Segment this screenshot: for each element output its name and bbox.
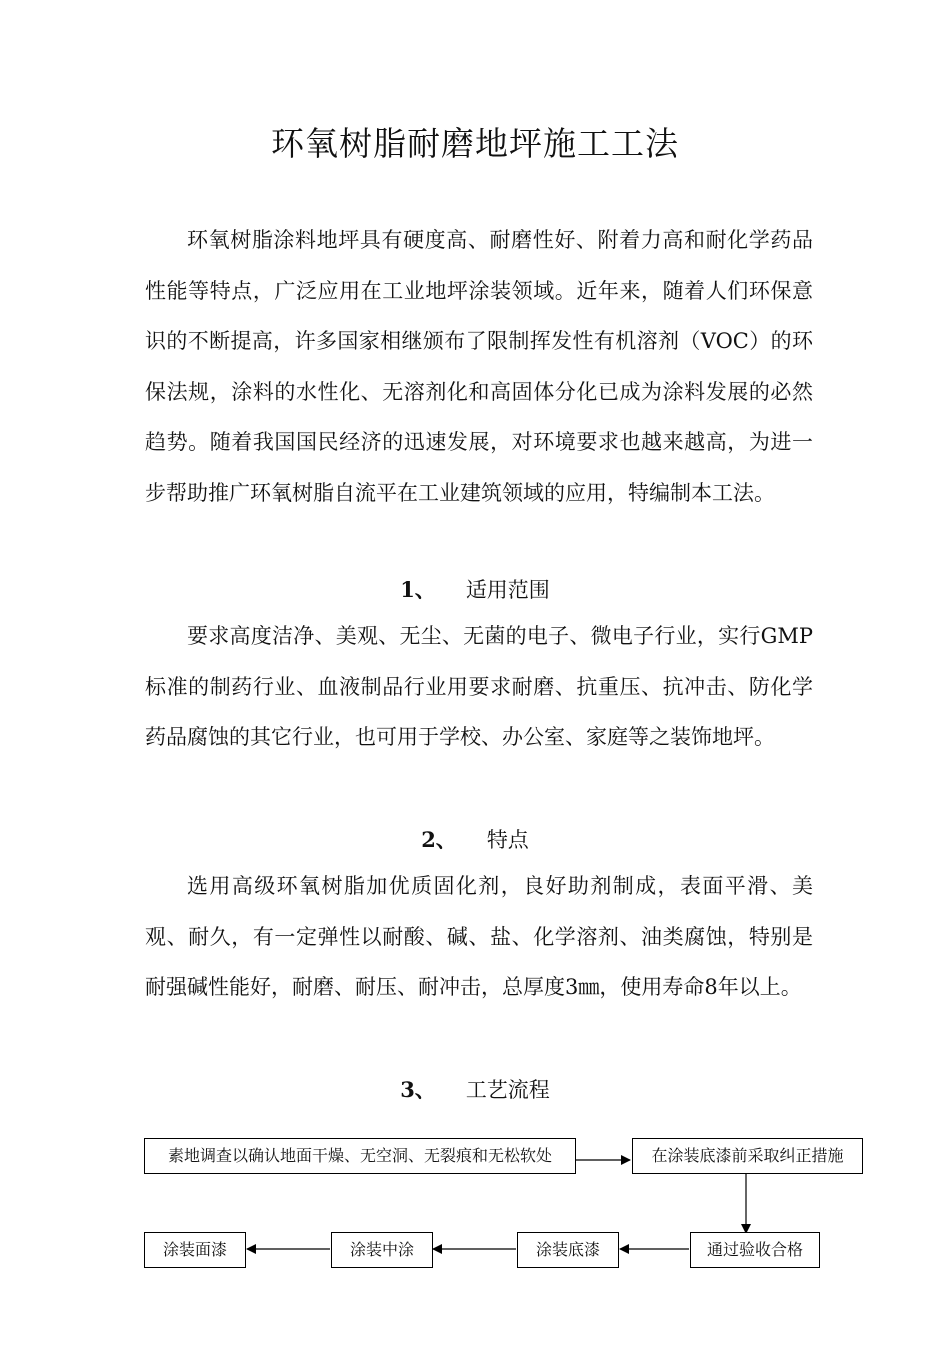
- section-title: 工艺流程: [465, 1078, 550, 1102]
- flow-step-site-survey: 素地调查以确认地面干燥、无空洞、无裂痕和无松软处: [144, 1138, 576, 1174]
- scope-paragraph: 要求高度洁净、美观、无尘、无菌的电子、微电子行业，实行GMP标准的制药行业、血液制品行业用要求耐磨、抗重压、抗冲击、防化学药品腐蚀的其它行业，也可用于学校、办公室、家庭等之装饰地坪。: [145, 624, 813, 749]
- section-title: 特点: [486, 828, 529, 852]
- intro-paragraph: 环氧树脂涂料地坪具有硬度高、耐磨性好、附着力高和耐化学药品性能等特点，广泛应用在工业地坪涂装领域。近年来，随着人们环保意识的不断提高，许多国家相继颁布了限制挥发性有机溶剂（VOC）的环保法规，涂料的水性化、无溶剂化和高固体分化已成为涂料发展的必然趋势。随着我国国民经济的迅速发展，对环境要求也越来越高，为进一步帮助推广环氧树脂自流平在工业建筑领域的应用，特编制本工法。: [145, 228, 813, 505]
- section-title: 适用范围: [465, 578, 550, 602]
- section-number: 2、: [421, 827, 457, 852]
- flow-step-intermediate-coat: 涂装中涂: [331, 1232, 433, 1268]
- flow-step-primer: 涂装底漆: [517, 1232, 619, 1268]
- section-number: 1、: [400, 577, 436, 602]
- document-title: 环氧树脂耐磨地坪施工工法: [271, 124, 679, 163]
- features-paragraph: 选用高级环氧树脂加优质固化剂，良好助剂制成，表面平滑、美观、耐久，有一定弹性以耐酸、碱、盐、化学溶剂、油类腐蚀，特别是耐强碱性能好，耐磨、耐压、耐冲击，总厚度3㎜，使用寿命8年以上。: [145, 874, 813, 999]
- flow-step-top-coat: 涂装面漆: [144, 1232, 246, 1268]
- flow-step-corrective-measures: 在涂装底漆前采取纠正措施: [632, 1138, 863, 1174]
- section-number: 3、: [400, 1077, 436, 1102]
- flow-step-acceptance: 通过验收合格: [690, 1232, 820, 1268]
